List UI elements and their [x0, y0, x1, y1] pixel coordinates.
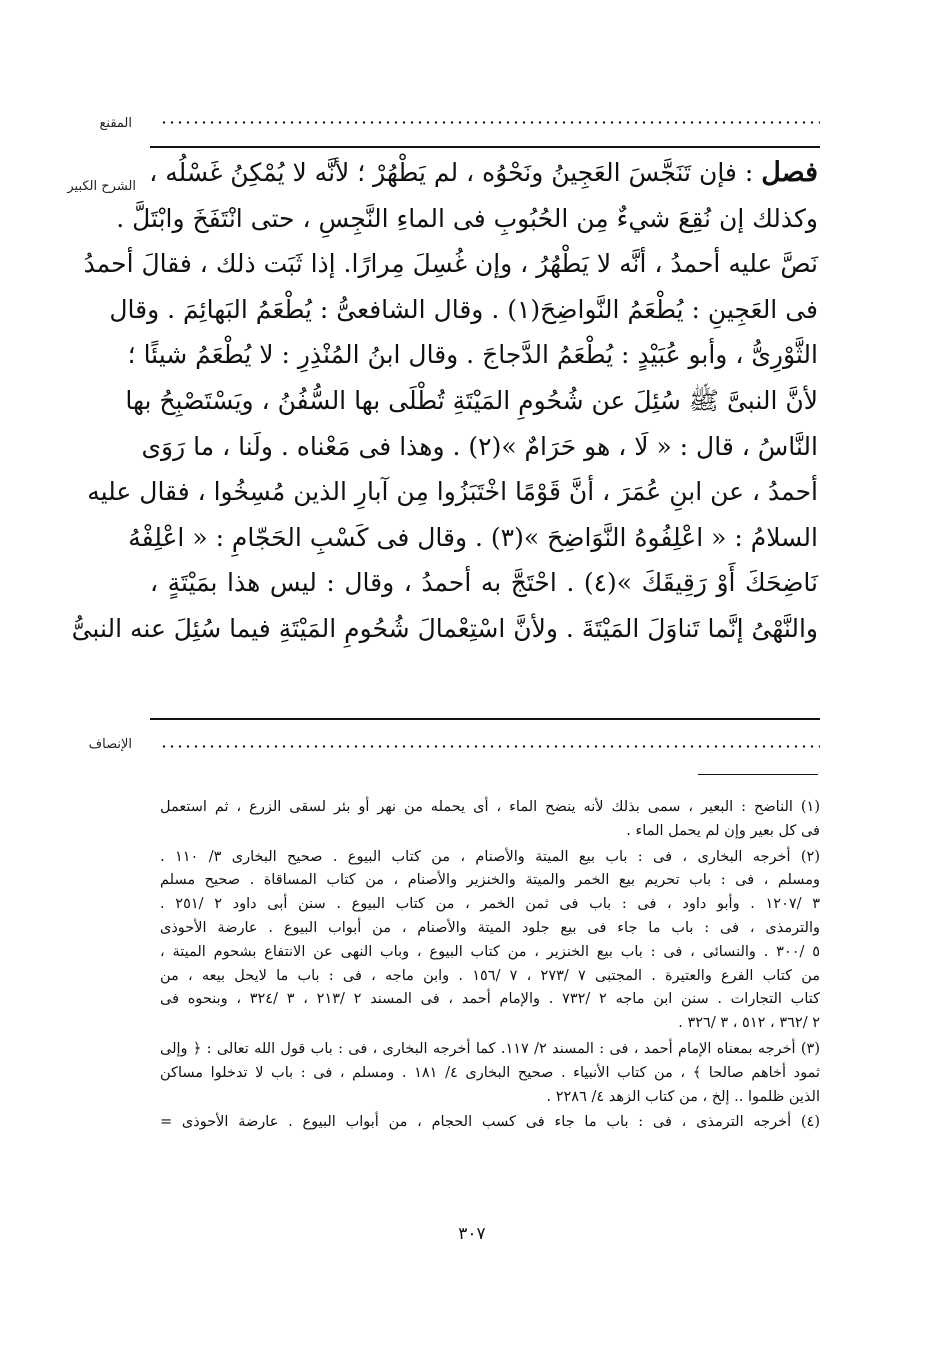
footnote-line: ٣ /١٢٠٧ . وأبو داود ، فى : باب فى ثمن الخمر ، من كتاب البيوع . سنن أبى داود ٢ /٢٥١ .	[160, 896, 821, 913]
main-text-content: فى العَجِينِ : يُطْعَمُ النَّواضِحَ(١) . وقال الشافعىُّ : يُطْعَمُ البَهائِمَ . وقال	[109, 294, 818, 324]
main-bottom-rule	[150, 718, 820, 720]
main-text-line	[83, 241, 818, 287]
side-label-insaf: الإنصاف	[88, 737, 132, 752]
main-text-line	[150, 560, 818, 606]
main-text-content: نَاضِحَكَ أَوْ رَقِيقَكَ »(٤) . احْتَجَّ به أحمدُ ، وقال : ليس هذا بمَيْتَةٍ ،	[150, 568, 819, 598]
main-text-line	[87, 469, 818, 515]
main-top-rule	[150, 146, 820, 148]
main-text-line	[128, 515, 818, 561]
footnote-line: ٥ /٣٠٠ . والنسائى ، فى : باب بيع الخنزير ، من كتاب البيوع ، وباب النهى عن الانتفاع بشحوم الميتة ،	[160, 943, 820, 960]
main-text-content: وكذلك إن نُقِعَ شيءٌ مِن الحُبُوبِ فى الماءِ النَّجِسِ ، حتى انْتَفَخَ وابْتَلَّ .	[116, 203, 818, 233]
footnote-line: كتاب التجارات . سنن ابن ماجه ٢ /٧٣٢ . والإمام أحمد ، فى المسند ٢ /٢١٣ ، ٣ /٣٢٤ ، وبنحوه فى	[160, 991, 821, 1008]
main-text-content: لأنَّ النبىَّ ﷺ سُئِلَ عن شُحُومِ المَيْتَةِ تُطْلَى بها السُّفُنُ ، ويَسْتَصْبِحُ بها	[125, 385, 818, 415]
footnote-line: ومسلم ، فى : باب تحريم بيع الخمر والميتة والخنزير والأصنام ، من كتاب المساقاة . صحيح مسلم	[160, 872, 820, 889]
main-text-line	[71, 606, 818, 652]
footnotes-block	[160, 796, 820, 1137]
main-text-content: النَّاسُ ، قال : « لَا ، هو حَرَامٌ »(٢) . وهذا فى مَعْناه . ولَنا ، ما رَوَى	[141, 431, 818, 461]
footnote-line: (٣) أخرجه بمعناه الإمام أحمد ، فى : المسند ٢/ ١١٧. كما أخرجه البخارى ، فى : باب قول الله تعالى : ﴿ وإلى	[160, 1040, 821, 1057]
header-label-muqni: المقنع	[99, 116, 132, 131]
side-label-sharh: الشرح الكبير	[67, 179, 136, 194]
page-number: ٣٠٧	[458, 1224, 486, 1244]
main-text-content: أحمدُ ، عن ابنِ عُمَرَ ، أنَّ قَوْمًا اخْتَبَزُوا مِن آبارِ الذين مُسِخُوا ، فقال عليه	[87, 477, 818, 507]
footnote-line: الذين ظلموا .. إلخ ، من كتاب الزهد ٤/ ٢٢٨٦ .	[546, 1088, 820, 1105]
footnote	[160, 1111, 820, 1135]
footnote-line: ٢ /٣٦٢ ، ٥١٢ ، ٣ /٣٢٦ .	[678, 1015, 820, 1032]
main-text-content: نَصَّ عليه أحمدُ ، أنَّه لا يَطْهُرُ ، وإن غُسِلَ مِرارًا. إذا ثَبَت ذلك ، فقالَ أحمدُ	[83, 249, 818, 279]
top-dotted-divider	[160, 121, 820, 124]
footnote	[160, 1038, 820, 1109]
main-text-content: السلامُ : « اعْلِفُوهُ النَّوَاضِحَ »(٣) . وقال فى كَسْبِ الحَجّامِ : « اعْلِفْهُ	[128, 522, 818, 552]
footnote-line: والترمذى ، فى : باب ما جاء فى بيع جلود الميتة والأصنام ، من أبواب البيوع . عارضة الأحوذى	[160, 919, 820, 936]
main-text-line	[127, 332, 818, 378]
footnote-line: (٢) أخرجه البخارى ، فى : باب بيع الميتة والأصنام ، من كتاب البيوع . صحيح البخارى ٣/ ١١٠ .	[160, 848, 820, 865]
bottom-dotted-divider	[160, 745, 820, 748]
main-text-content: الثَّوْرِىُّ ، وأبو عُبَيْدٍ : يُطْعَمُ الدَّجاجَ . وقال ابنُ المُنْذِرِ : لا يُطْعَمُ شيئًا ؛	[127, 340, 818, 370]
main-text-line	[125, 378, 818, 424]
footnote-separator	[698, 774, 818, 775]
main-text-line	[150, 150, 818, 196]
footnote	[160, 846, 820, 1036]
main-text-content: والنَّهْىُ إنَّما تَناوَلَ المَيْتَةَ . ولأنَّ اسْتِعْمالَ شُحُومِ المَيْتَةِ فيما سُئِلَ عنه النبىُّ	[71, 613, 818, 643]
footnote-line: من كتاب الفرع والعتيرة . المجتبى ٧ /٢٧٣ ، ٧ /١٥٦ . وابن ماجه ، فى : باب ما لايحل بيعه ، من	[160, 967, 820, 984]
main-text-line	[141, 424, 818, 470]
footnote-line: فى كل بعير وإن لم يحمل الماء .	[626, 822, 820, 839]
main-text-line	[109, 287, 818, 333]
footnote-line: (٤) أخرجه الترمذى ، فى : باب ما جاء فى كسب الحجام ، من أبواب البيوع . عارضة الأحوذى =	[160, 1114, 820, 1131]
main-text-content: : فإن تَنَجَّسَ العَجِينُ ونَحْوُه ، لم يَطْهُرْ ؛ لأنَّه لا يُمْكِنُ غَسْلُه ،	[149, 158, 754, 187]
footnote-line: ثمود أخاهم صالحا ﴾ ، من كتاب الأنبياء . صحيح البخارى ٤/ ١٨١ . ومسلم ، فى : باب لا تدخلوا مساكن	[160, 1064, 820, 1081]
footnote	[160, 796, 820, 844]
main-text-line	[116, 196, 818, 242]
section-heading: فصل	[761, 157, 818, 188]
footnote-line: (١) الناضح : البعير ، سمى بذلك لأنه ينضح الماء ، أى يحمله من نهر أو بئر لسقى الزرع ، ثم استعمل	[160, 799, 820, 815]
